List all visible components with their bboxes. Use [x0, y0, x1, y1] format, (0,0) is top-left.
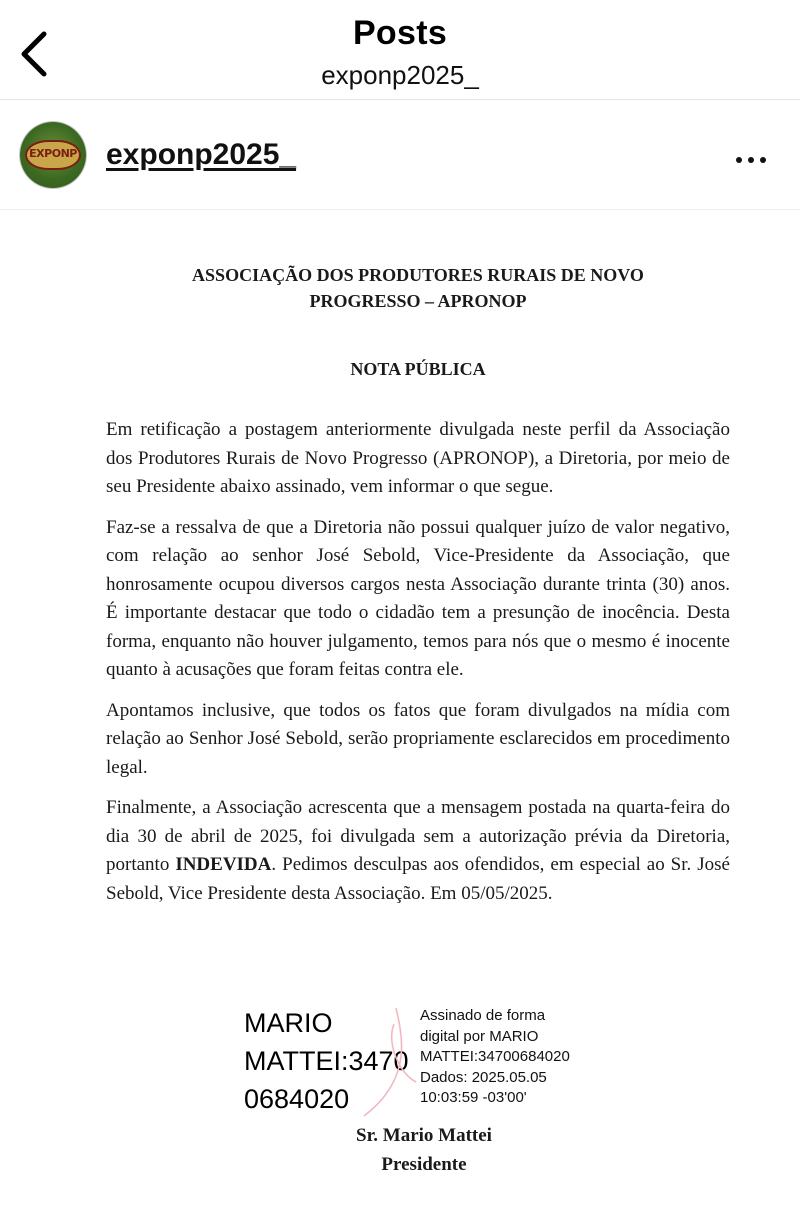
signature-name-line: MARIO — [244, 1008, 333, 1038]
signature-name-line: MATTEI:3470 — [244, 1046, 409, 1076]
paragraph: Em retificação a postagem anteriormente divulgada neste perfil da Associação dos Produtores Rurais de Novo Progresso (APRONOP), a Diretoria, por meio de seu Presidente abaixo assinado, vem informar o que segue. — [106, 419, 730, 497]
page-subtitle: exponp2025_ — [321, 60, 479, 90]
signature-stamp-icon — [356, 1004, 426, 1120]
document-heading — [106, 262, 730, 314]
certificate-line: 10:03:59 -03'00' — [420, 1089, 527, 1106]
paragraph-text: . Pedimos desculpas aos ofendidos, em especial ao Sr. José Sebold, Vice Presidente desta Associação. Em 05/05/2025. — [106, 854, 730, 904]
paragraph-final — [106, 794, 730, 908]
certificate-line: digital por MARIO — [420, 1027, 539, 1045]
divider — [0, 99, 800, 100]
heading-line: ASSOCIAÇÃO DOS PRODUTORES RURAIS DE NOVO — [192, 265, 644, 285]
more-options-icon[interactable] — [736, 150, 772, 160]
certificate-line: Assinado de forma — [420, 1007, 546, 1024]
signer-name: Sr. Mario Mattei — [356, 1125, 492, 1146]
signature-certificate — [420, 1006, 570, 1109]
document-subtitle: NOTA PÚBLICA — [350, 359, 486, 379]
emphasis-text: INDEVIDA — [175, 854, 272, 875]
signer-block — [0, 1121, 800, 1179]
signature-name-line: 0684020 — [244, 1084, 350, 1114]
certificate-line: Dados: 2025.05.05 — [420, 1068, 547, 1086]
paragraph: Apontamos inclusive, que todos os fatos que foram divulgados na mídia com relação ao Senhor José Sebold, serão propriamente esclarecidos em procedimento legal. — [106, 699, 730, 778]
page-title: Posts — [352, 14, 448, 52]
post-username[interactable]: exponp2025_ — [106, 138, 297, 171]
post-document — [106, 262, 730, 920]
top-nav-bar — [0, 0, 800, 100]
logo-badge — [25, 140, 81, 170]
certificate-line: MATTEI:34700684020 — [420, 1048, 570, 1065]
avatar[interactable] — [20, 122, 86, 188]
paragraph-text: Finalmente, a Associação acrescenta que a mensagem postada na quarta-feira do dia 30 de abril de 2025, foi divulgada sem a autorização prévia da Diretoria, portanto — [106, 797, 730, 875]
logo-text: EXPONP — [29, 147, 77, 160]
heading-line: PROGRESSO – APRONOP — [309, 291, 527, 311]
divider — [0, 209, 800, 210]
paragraph: Faz-se a ressalva de que a Diretoria não possui qualquer juízo de valor negativo, com relação ao senhor José Sebold, Vice-Presidente da Associação, que honrosamente ocupou diversos cargos nesta Associação durante trinta (30) anos. É importante destacar que todo o cidadão tem a presunção de inocência. Desta forma, enquanto não houver julgamento, temos para nós que o mesmo é inocente quanto à acusações que foram feitas contra ele. — [106, 516, 730, 680]
signer-role: Presidente — [381, 1154, 467, 1175]
